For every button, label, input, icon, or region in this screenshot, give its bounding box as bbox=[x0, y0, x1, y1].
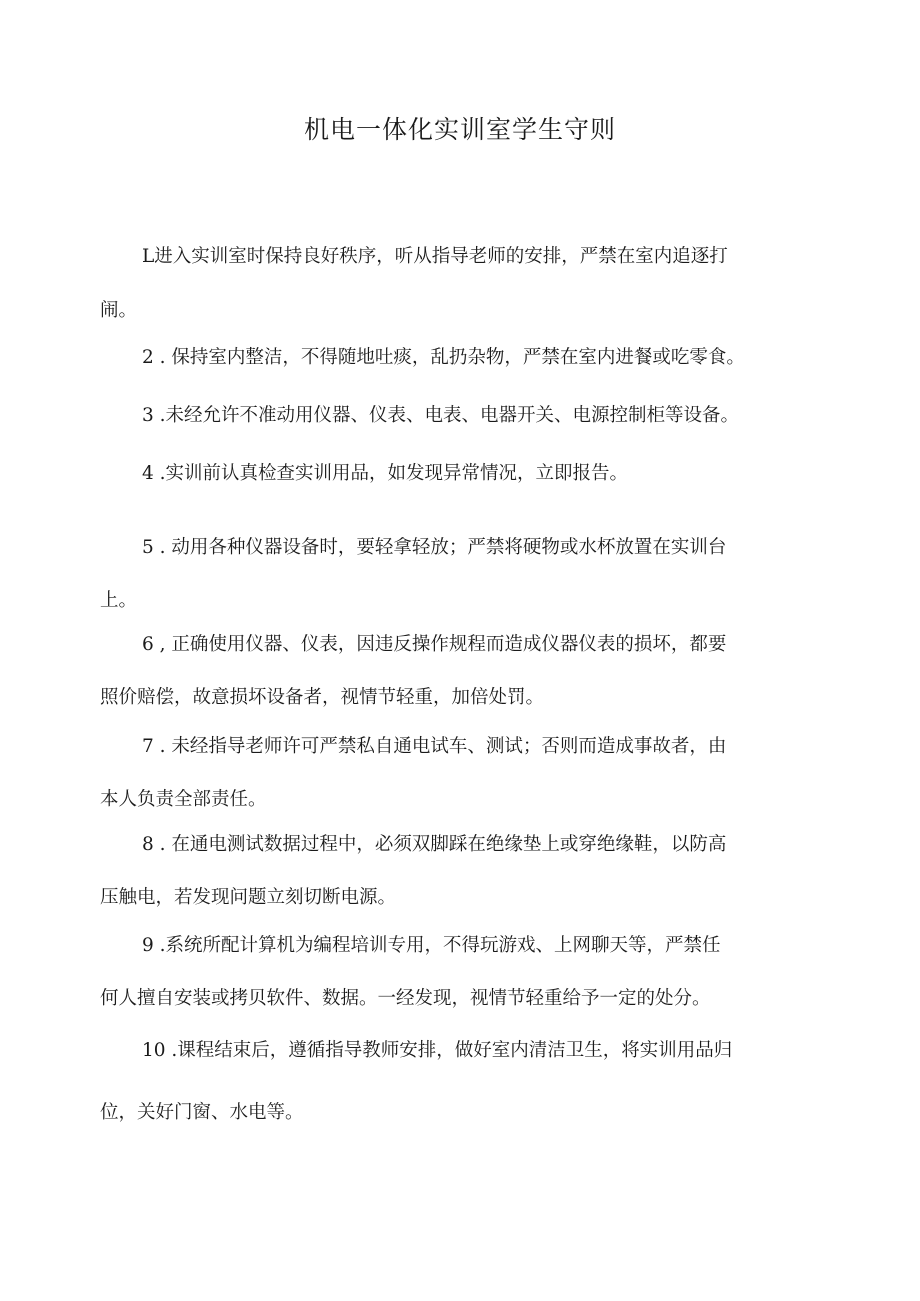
rule-9-line1: 9 .系统所配计算机为编程培训专用，不得玩游戏、上网聊天等，严禁任 bbox=[142, 935, 721, 956]
rule-4 bbox=[100, 460, 822, 488]
rule-7-line2: 本人负责全部责任。 bbox=[100, 789, 267, 810]
rule-9 bbox=[100, 932, 822, 1013]
page-title: 机电一体化实训室学生守则 bbox=[303, 115, 616, 144]
rule-3 bbox=[100, 402, 822, 430]
rule-5-line2: 上。 bbox=[100, 590, 138, 611]
rule-1-line2: 闹。 bbox=[100, 300, 138, 321]
rule-4-line1: 4 .实训前认真检查实训用品，如发现异常情况，立即报告。 bbox=[142, 463, 629, 484]
rule-7-line1: 7 . 未经指导老师许可严禁私自通电试车、测试；否则而造成事故者，由 bbox=[142, 736, 727, 757]
rule-2 bbox=[100, 344, 822, 372]
rule-9-line2: 何人擅自安装或拷贝软件、数据。一经发现，视情节轻重给予一定的处分。 bbox=[100, 988, 711, 1009]
rule-10 bbox=[100, 1037, 822, 1127]
rule-5 bbox=[100, 534, 822, 615]
rule-2-line1: 2 . 保持室内整洁，不得随地吐痰，乱扔杂物，严禁在室内进餐或吃零食。 bbox=[142, 347, 745, 368]
rule-8-line1: 8 . 在通电测试数据过程中，必须双脚踩在绝缘垫上或穿绝缘鞋，以防高 bbox=[142, 834, 727, 855]
rule-6-line1: 6 , 正确使用仪器、仪表，因违反操作规程而造成仪器仪表的损坏，都要 bbox=[142, 634, 727, 655]
rule-1-line1: L进入实训室时保持良好秩序，听从指导老师的安排，严禁在室内追逐打 bbox=[142, 246, 728, 267]
rule-5-line1: 5 . 动用各种仪器设备时，要轻拿轻放；严禁将硬物或水杯放置在实训台 bbox=[142, 537, 727, 558]
rule-3-line1: 3 .未经允许不准动用仪器、仪表、电表、电器开关、电源控制柜等设备。 bbox=[142, 405, 740, 426]
rule-6 bbox=[100, 631, 822, 712]
rule-1 bbox=[100, 243, 822, 325]
rule-10-line2: 位，关好门窗、水电等。 bbox=[100, 1102, 304, 1123]
rule-8-line2: 压触电，若发现问题立刻切断电源。 bbox=[100, 887, 397, 908]
rule-7 bbox=[100, 733, 822, 814]
rule-8 bbox=[100, 831, 822, 912]
rule-10-line1: 10 .课程结束后，遵循指导教师安排，做好室内清洁卫生，将实训用品归 bbox=[142, 1040, 733, 1061]
rule-6-line2: 照价赔偿，故意损坏设备者，视情节轻重，加倍处罚。 bbox=[100, 687, 545, 708]
